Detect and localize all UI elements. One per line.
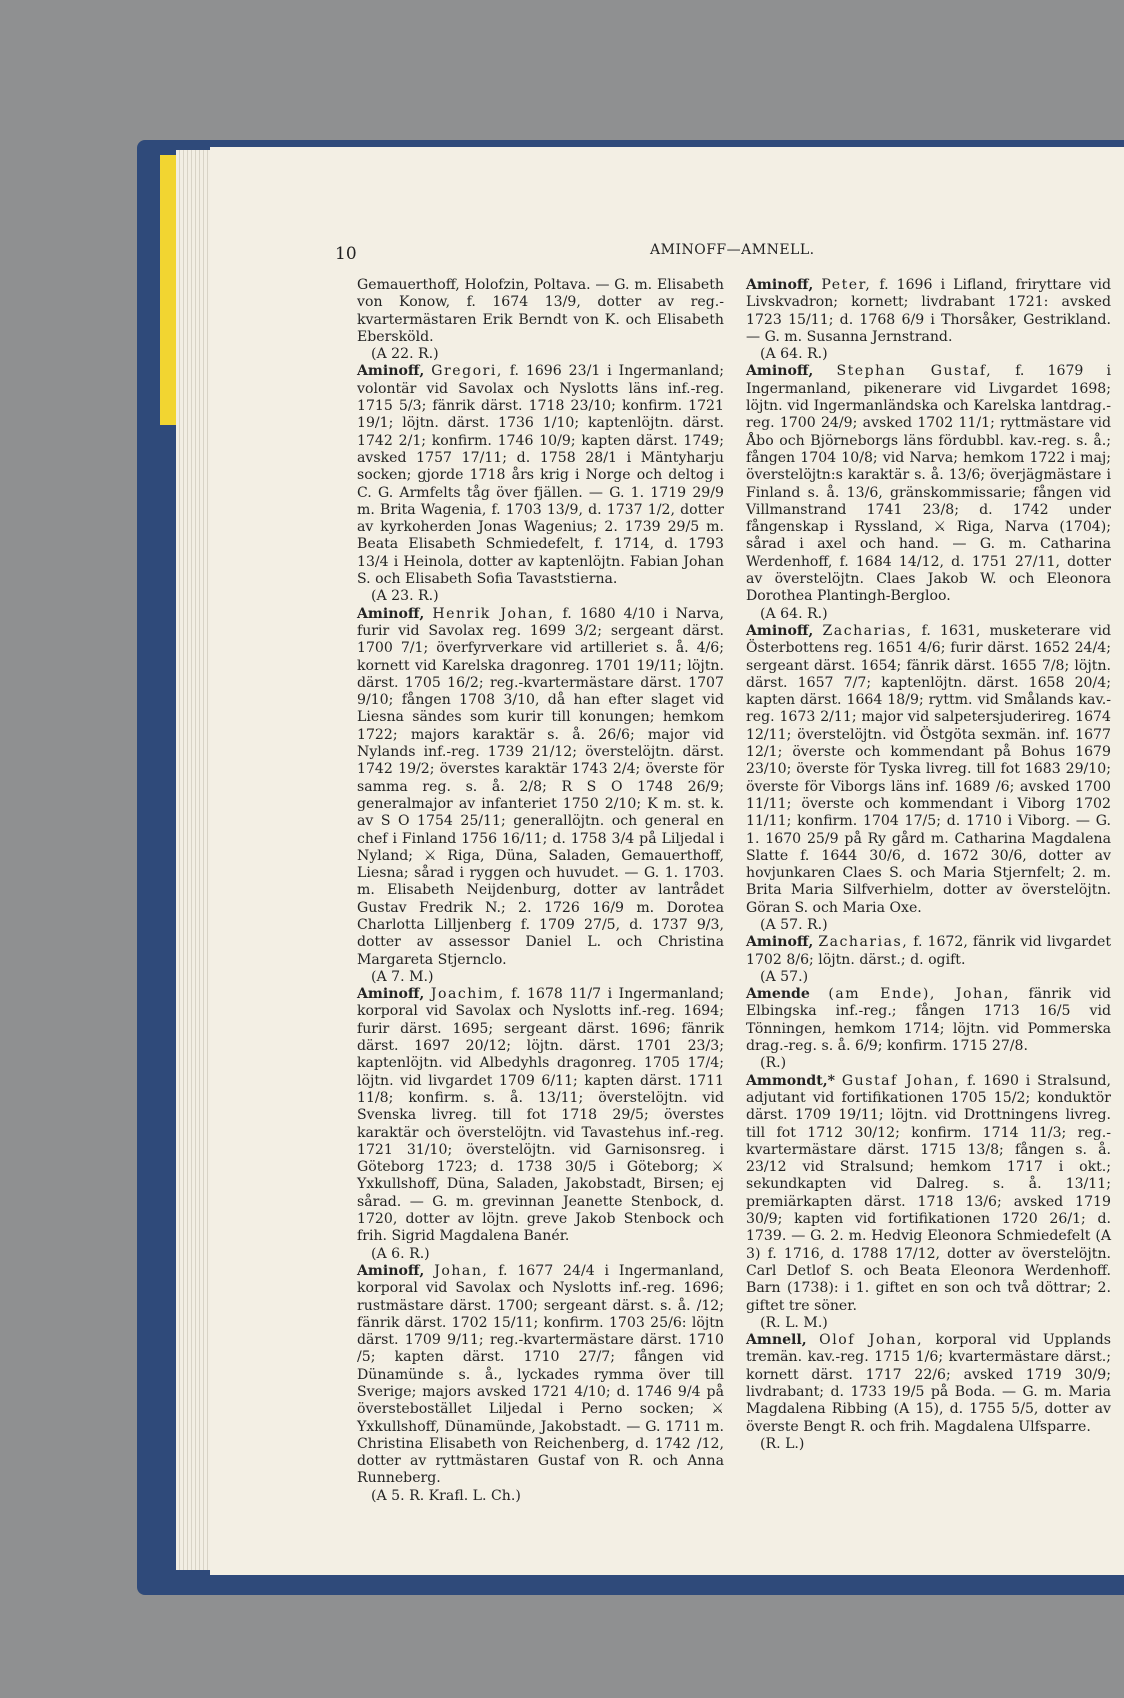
entry-body	[746, 277, 1111, 346]
entry-text: f. 1679 i Ingermanland, pikenerare vid Livgardet 1698; löjtn. vid Ingermanländska och Karelska lantdrag.-reg. 1700 24/9; avsked 1702 11/1; ryttmästare vid Åbo och Björneborgs läns fördubbl. kav.-reg. s. å.; fången 1704 10/8; vid Narva; hemkom 1722 i maj; överstelöjtn:s karaktär s. å. 13/6; överjägmästare i Finland s. å. 13/6, gränskommissarie; fången vid Villmanstrand 1741 23/8; d. 1742 under fångenskap i Ryssland, ⚔ Riga, Narva (1704); sårad i axel och hand. — G. m. Catharina Werdenhoff, f. 1684 14/12, d. 1751 27/11, dotter av överstelöjtn. Claes Jakob W. och Eleonora Dorothea Plantingh-Bergloo.	[746, 363, 1111, 605]
entry-source: (R.)	[760, 1055, 787, 1072]
entry-surname: Aminoff,	[746, 934, 814, 951]
entry-source: (R. L. M.)	[760, 1314, 828, 1331]
entry-body	[746, 986, 1111, 1055]
entry-given-name: Olof Johan,	[819, 1332, 924, 1349]
entry-body	[746, 1332, 1111, 1436]
biography-entry	[746, 986, 1111, 1072]
entry-source: (A 64. R.)	[760, 605, 828, 622]
biography-entry	[357, 1263, 724, 1505]
entry-body	[357, 1263, 724, 1488]
entry-given-name: Gustaf Johan,	[841, 1072, 961, 1089]
biography-entry	[746, 277, 1111, 363]
biography-entry	[746, 363, 1111, 622]
entry-text: f. 1680 4/10 i Narva, furir vid Savolax reg. 1699 3/2; sergeant därst. 1700 7/1; överfyrverkare vid artilleriet s. å. 4/6; kornett vid Karelska dragonreg. 1701 19/11; löjtn. därst. 1705 16/2; reg.-kvartermästare därst. 1707 9/10; fången 1708 3/10, då han efter slaget vid Liesna sändes som kurir till konungen; hemkom 1722; majors karaktär s. å. 26/6; major vid Nylands inf.-reg. 1739 21/12; överstelöjtn. därst. 1742 19/2; överstes karaktär 1743 2/4; överste för samma reg. s. å. 2/8; R S O 1748 26/9; generalmajor av infanteriet 1750 2/10; K m. st. k. av S O 1754 25/11; generallöjtn. och general en chef i Finland 1756 16/11; d. 1758 3/4 på Liljedal i Nyland; ⚔ Riga, Düna, Saladen, Gemauerthoff, Liesna; sårad i ryggen och huvudet. — G. 1. 1703. m. Elisabeth Neijdenburg, dotter av lantrådet Gustav Fredrik N.; 2. 1726 16/9 m. Dorotea Charlotta Lilljenberg f. 1709 27/5, d. 1737 9/3, dotter av assessor Daniel L. och Christina Margareta Stjernclo.	[357, 605, 724, 968]
entry-surname: Aminoff,	[746, 622, 814, 639]
biography-entry	[746, 623, 1111, 934]
entry-body	[357, 986, 724, 1245]
biography-entry	[357, 363, 724, 605]
entry-given-name: Johan,	[434, 1262, 489, 1279]
entry-source: (A 22. R.)	[371, 346, 439, 363]
entry-body	[746, 934, 1111, 969]
entry-source: (A 64. R.)	[760, 346, 828, 363]
entry-body	[357, 363, 724, 588]
left-column	[357, 277, 724, 1505]
entry-surname: Aminoff,	[357, 986, 425, 1003]
entry-surname: Aminoff,	[357, 1262, 425, 1279]
biography-entry	[357, 986, 724, 1263]
entry-given-name: Henrik Johan,	[432, 605, 555, 622]
entry-body	[746, 363, 1111, 605]
entry-source: (A 57.)	[760, 968, 809, 985]
entry-source: (A 5. R. Krafl. L. Ch.)	[371, 1487, 521, 1504]
book-page	[210, 147, 1124, 1575]
entry-given-name: Joachim,	[430, 986, 505, 1003]
entry-source: (A 7. M.)	[371, 968, 434, 985]
entry-source: (A 23. R.)	[371, 588, 439, 605]
entry-source: (A 57. R.)	[760, 916, 828, 933]
bookmark-ribbon	[160, 155, 176, 425]
entry-surname: Aminoff,	[746, 277, 814, 293]
biography-entry	[746, 934, 1111, 986]
entry-text: f. 1690 i Stralsund, adjutant vid fortifikationen 1705 15/2; konduktör därst. 1709 19/11; löjtn. vid Drottningens livreg. till fot 1712 30/12; konfirm. 1714 11/3; reg.-kvartermästare därst. 1715 13/8; fången s. å. 23/12 vid Stralsund; hemkom 1717 i okt.; sekundkapten vid Dalreg. s. å. 13/11; premiärkapten därst. 1718 13/6; avsked 1719 30/9; kapten vid fortifikationen 1720 26/1; d. 1739. — G. 2. m. Hedvig Eleonora Schmiedefelt (A 3) f. 1716, d. 1788 17/12, dotter av överstelöjtn. Carl Detlof S. och Beata Eleonora Werdenhoff. Barn (1738): i 1. giftet en son och två döttrar; 2. giftet tre söner.	[746, 1072, 1111, 1314]
entry-text: f. 1631, musketerare vid Österbottens reg. 1651 4/6; furir därst. 1652 24/4; sergeant därst. 1654; fänrik därst. 1655 7/8; löjtn. därst. 1657 7/7; kaptenlöjtn. därst. 1658 20/4; kapten därst. 1664 18/9; ryttm. vid Smålands kav.-reg. 1673 2/11; major vid salpetersjuderireg. 1674 12/11; överstelöjtn. vid Östgöta sexmän. inf. 1677 12/1; överste och kommendant på Bohus 1679 23/10; överste för Tyska livreg. till fot 1683 29/10; överste för Viborgs läns inf. 1689 /6; avsked 1700 11/11; överste och kommendant i Viborg 1702 11/11; konfirm. 1704 17/5; d. 1710 i Viborg. — G. 1. 1670 25/9 på Ry gård m. Catharina Magdalena Slatte f. 1644 30/6, d. 1672 30/6, dotter av hovjunkaren Claes S. och Maria Stjernfelt; 2. m. Brita Maria Silfverhielm, dotter av överstelöjtn. Göran S. och Maria Oxe.	[746, 622, 1111, 916]
entry-body	[357, 277, 724, 346]
entry-given-name: Zacharias,	[822, 622, 913, 639]
entry-text: f. 1696 i Lifland, friryttare vid Livskvadron; kornett; livdrabant 1721: avsked 1723 15/11; d. 1768 6/9 i Thorsåker, Gestrikland. — G. m. Susanna Jernstrand.	[746, 277, 1111, 345]
entry-surname: Aminoff,	[357, 605, 425, 622]
entry-given-name: Zacharias,	[818, 934, 909, 951]
entry-body	[746, 1073, 1111, 1315]
entry-given-name: (am Ende), Johan,	[828, 986, 1011, 1003]
entry-text: f. 1696 23/1 i Ingermanland; volontär vid Savolax och Nyslotts läns inf.-reg. 1715 5/3; fänrik därst. 1718 23/10; konfirm. 1721 19/1; löjtn. därst. 1736 1/10; kaptenlöjtn. därst. 1742 2/1; konfirm. 1746 10/9; kapten därst. 1749; avsked 1757 17/11; d. 1758 28/1 i Mäntyharju socken; gjorde 1718 års krig i Norge och deltog i C. G. Armfelts tåg över fjällen. — G. 1. 1719 29/9 m. Brita Wagenia, f. 1703 13/9, d. 1737 1/2, dotter av kyrkoherden Jonas Wagenius; 2. 1739 29/5 m. Beata Elisabeth Schmiedefelt, f. 1714, d. 1793 13/4 i Heinola, dotter av kaptenlöjtn. Fabian Johan S. och Elisabeth Sofia Tavaststierna.	[357, 363, 724, 588]
entry-surname: Aminoff,	[357, 363, 425, 380]
entry-text: korporal vid Upplands tremän. kav.-reg. 1715 1/6; kvartermästare därst.; kornett därst. 1717 22/6; avsked 1719 30/9; livdrabant; d. 1733 19/5 på Boda. — G. m. Maria Magdalena Ribbing (A 15), d. 1755 5/5, dotter av överste Bengt R. och frih. Magdalena Ulfsparre.	[746, 1332, 1111, 1435]
entry-body	[746, 623, 1111, 917]
entry-text: f. 1678 11/7 i Ingermanland; korporal vid Savolax och Nyslotts inf.-reg. 1694; furir därst. 1695; sergeant därst. 1696; fänrik därst. 1697 20/12; löjtn. därst. 1701 23/3; kaptenlöjtn. vid Albedyhls dragonreg. 1705 17/4; löjtn. vid livgardet 1709 6/11; kapten därst. 1711 11/8; konfirm. s. å. 13/11; överstelöjtn. vid Svenska livreg. till fot 1718 29/5; överstes karaktär och överstelöjtn. vid Tavastehus inf.-reg. 1721 31/10; överstelöjtn. vid Garnisonsreg. i Göteborg 1723; d. 1738 30/5 i Göteborg; ⚔ Yxkullshoff, Düna, Saladen, Jakobstadt, Birsen; ej sårad. — G. m. grevinnan Jeanette Stenbock, d. 1720, dotter av löjtn. greve Jakob Stenbock och frih. Sigrid Magdalena Banér.	[357, 986, 725, 1245]
entry-given-name: Gregori,	[431, 363, 503, 380]
entry-text: fänrik vid Elbingska inf.-reg.; fången 1713 16/5 vid Tönningen, hemkom 1714; löjtn. vid Pommerska drag.-reg. s. å. 6/9; konfirm. 1715 27/8.	[746, 986, 1111, 1055]
entry-surname: Ammondt,*	[746, 1072, 836, 1089]
entry-source: (A 6. R.)	[371, 1245, 430, 1262]
biography-entry	[357, 606, 724, 987]
biography-entry	[357, 277, 724, 363]
page-number: 10	[335, 244, 357, 264]
entry-body	[357, 606, 724, 969]
entry-text: Gemauerthoff, Holofzin, Poltava. — G. m. Elisabeth von Konow, f. 1674 13/9, dotter av reg.-kvartermästaren Erik Berndt von K. och Elisabeth Ebersköld.	[357, 277, 724, 345]
entry-surname: Aminoff,	[746, 363, 814, 380]
entry-surname: Amnell,	[746, 1332, 807, 1349]
right-column	[746, 277, 1111, 1453]
entry-text: f. 1677 24/4 i Ingermanland, korporal vid Savolax och Nyslotts inf.-reg. 1696; rustmästare därst. 1700; sergeant därst. s. å. /12; fänrik därst. 1702 15/11; konfirm. 1703 25/6: löjtn därst. 1709 9/11; reg.-kvartermästare därst. 1710 /5; kapten därst. 1710 27/7; fången vid Dünamünde s. å., lyckades rymma över till Sverige; majors avsked 1721 4/10; d. 1746 9/4 på överstebostället Liljedal i Perno socken; ⚔ Yxkullshoff, Dünamünde, Jakobstadt. — G. 1711 m. Christina Elisabeth von Reichenberg, d. 1742 /12, dotter av ryttmästaren Gustaf von R. och Anna Runneberg.	[357, 1262, 725, 1487]
entry-text: f. 1672, fänrik vid livgardet 1702 8/6; löjtn. därst.; d. ogift.	[746, 934, 1111, 968]
entry-surname: Amende	[746, 986, 810, 1003]
entry-given-name: Stephan Gustaf,	[836, 363, 993, 380]
running-head: AMINOFF—AMNELL.	[650, 242, 815, 258]
entry-source: (R. L.)	[760, 1435, 805, 1452]
entry-given-name: Peter,	[821, 277, 872, 293]
biography-entry	[746, 1332, 1111, 1453]
biography-entry	[746, 1073, 1111, 1332]
